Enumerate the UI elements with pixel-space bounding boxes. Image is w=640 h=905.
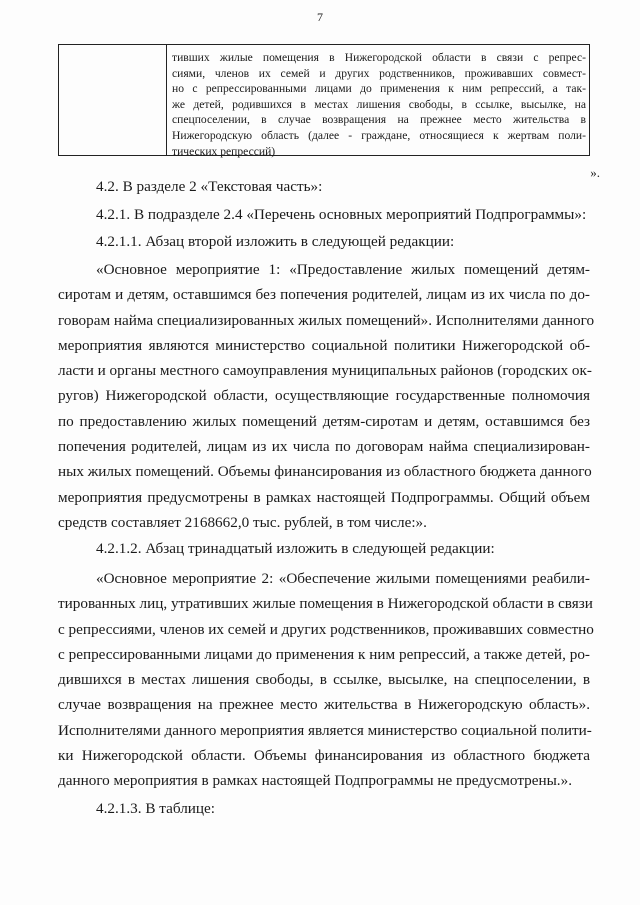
clause-heading: 4.2.1.3. В таблице: [96,800,215,817]
paragraph-line: ругов) Нижегородской области, осуществляющие государственные полномочия [58,387,590,405]
paragraph-line: мероприятия являются министерство социальной политики Нижегородской об- [58,336,590,354]
paragraph-line: по предоставлению жилых помещений детям-сиротам и детям, оставшимся без [58,412,590,430]
paragraph-line: сиротам и детям, оставшимся без попечения родителей, лицам из их числа по до- [58,286,590,304]
paragraph-main-event-1 [58,257,595,535]
paragraph-line: ласти и органы местного самоуправления муниципальных районов (городских ок- [58,362,592,380]
paragraph-line: тированных лиц, утративших жилые помещения в Нижегородской области в связи [58,595,593,613]
paragraph-line: с репрессиями, членов их семей и других родственников, проживавших совместно [58,620,594,638]
paragraph-line: говорам найма специализированных жилых помещений». Исполнителями данного [58,311,595,329]
table-cell-line: сиями, членов их семей и других родственников, проживавших совмест- [172,66,586,80]
paragraph-line: Исполнителями данного мероприятия является министерство социальной полити- [58,721,592,739]
table-left-cell [59,45,167,155]
table-cell-line: тивших жилые помещения в Нижегородской области в связи с репрес- [172,51,586,64]
table-cell-line: но с репрессированными лицами до применения к ним репрессий, а так- [172,82,586,96]
paragraph-line: мероприятия предусмотрены в рамках настоящей Подпрограммы. Общий объем [58,488,590,506]
table-cell-line: Нижегородскую область (далее - граждане, относящиеся к жертвам поли- [172,128,586,142]
paragraph-line: с репрессированными лицами до применения к ним репрессий, а также детей, ро- [58,645,590,663]
table-cell-line: же детей, родившихся в местах лишения свободы, в ссылке, высылке, на [172,97,586,111]
paragraph-main-event-2 [58,566,594,794]
paragraph-line: средств составляет 2168662,0 тыс. рублей, в том числе:». [58,513,427,531]
table-right-cell [172,50,586,159]
paragraph-line: ки Нижегородской области. Объемы финансирования из областного бюджета [58,747,590,765]
paragraph-line: «Основное мероприятие 2: «Обеспечение жилыми помещениями реабили- [96,570,590,587]
table-cell-line: спецпоселении, в случае возвращения на прежнее место жительства в [172,113,586,127]
paragraph-line: попечения родителей, лицам из их числа по договорам найма специализирован- [58,438,590,456]
table-fragment [58,44,590,156]
subsection-heading: 4.2.1. В подразделе 2.4 «Перечень основных мероприятий Подпрограммы»: [96,206,587,223]
clause-heading: 4.2.1.2. Абзац тринадцатый изложить в следующей редакции: [96,540,495,557]
closing-quote: ». [590,165,600,180]
page-number: 7 [317,10,323,24]
table-cell-line: тических репрессий) [172,144,276,158]
section-heading: 4.2. В разделе 2 «Текстовая часть»: [96,178,323,195]
paragraph-line: случае возвращения на прежнее место жительства в Нижегородскую область». [58,696,590,714]
paragraph-line: ных жилых помещений. Объемы финансирования из областного бюджета данного [58,463,592,481]
clause-heading: 4.2.1.1. Абзац второй изложить в следующей редакции: [96,233,455,250]
paragraph-line: данного мероприятия в рамках настоящей Подпрограммы не предусмотрены.». [58,772,572,790]
paragraph-line: «Основное мероприятие 1: «Предоставление жилых помещений детям- [96,261,590,278]
paragraph-line: дившихся в местах лишения свободы, в ссылке, высылке, на спецпоселении, в [58,671,590,689]
